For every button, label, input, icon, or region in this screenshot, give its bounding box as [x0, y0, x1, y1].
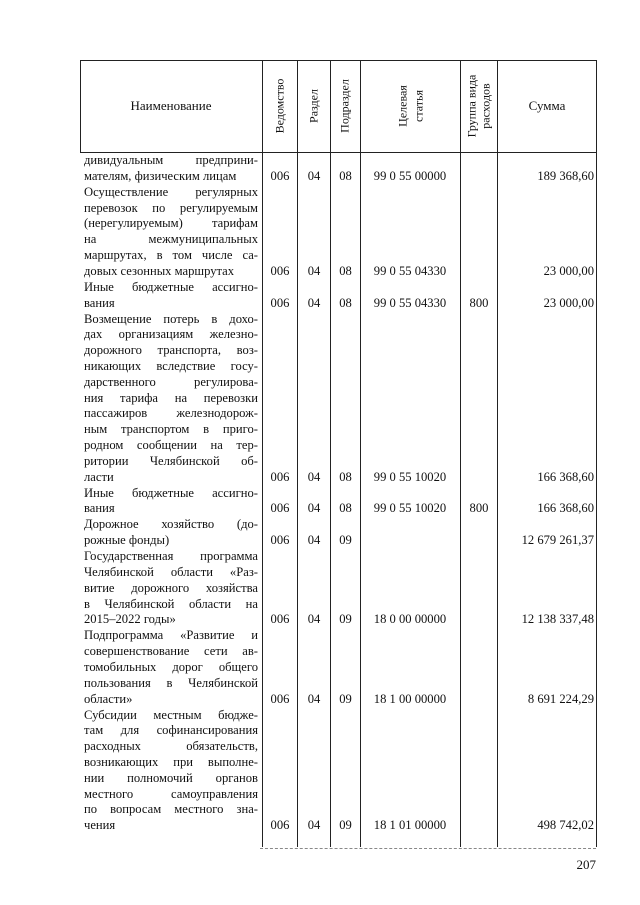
row-name-line: довых сезонных маршрутах	[84, 263, 235, 278]
column-divider-cel	[460, 60, 461, 847]
row-vedomstvo: 006	[270, 501, 290, 516]
row-name-line: вания	[84, 501, 115, 516]
row-summa: 166 368,60	[537, 469, 594, 484]
row-name	[84, 708, 258, 834]
row-name-line: пользования в Челябинской	[84, 675, 258, 690]
row-podrazdel: 08	[339, 501, 352, 516]
row-name-line: дорожного транспорта, воз-	[84, 343, 258, 358]
row-razdel: 04	[307, 469, 321, 484]
row-name-line: Государственная программа	[84, 549, 258, 564]
row-razdel: 04	[307, 612, 321, 627]
row-vedomstvo: 006	[270, 691, 290, 706]
row-name-line: на межмуниципальных	[84, 232, 258, 247]
row-summa: 23 000,00	[543, 295, 594, 310]
row-podrazdel: 08	[339, 295, 352, 310]
row-celevaya-statya: 99 0 55 04330	[373, 263, 447, 278]
row-podrazdel: 09	[339, 818, 352, 833]
row-vedomstvo: 006	[270, 168, 290, 183]
row-name-line: родном сообщении на тер-	[84, 437, 258, 452]
row-celevaya-statya: 18 1 01 00000	[373, 818, 447, 833]
row-name-line: по вопросам местного зна-	[84, 802, 258, 817]
row-name	[84, 280, 258, 312]
row-name-line: пассажиров железнодорож-	[84, 406, 258, 421]
row-name-line: маршрутах, в том числе са-	[84, 247, 258, 262]
row-name	[84, 517, 258, 549]
row-name	[84, 312, 258, 486]
row-podrazdel: 09	[339, 533, 352, 548]
row-celevaya-statya: 99 0 55 00000	[373, 168, 447, 183]
row-name-line: ным транспортом в приго-	[84, 422, 258, 437]
row-name-line: ласти	[84, 469, 114, 484]
row-name-line: дах организациям железно-	[84, 327, 258, 342]
header-gruppa-line2: расходов	[478, 83, 493, 129]
row-podrazdel: 09	[339, 612, 352, 627]
header-gruppa-line1: Группа вида	[464, 74, 479, 138]
row-name-line: там для софинансирования	[84, 723, 258, 738]
header-name: Наименование	[130, 98, 212, 113]
row-celevaya-statya: 99 0 55 04330	[373, 295, 447, 310]
page-number: 207	[576, 857, 596, 872]
row-name	[84, 185, 258, 280]
row-name-line: Возмещение потерь в дохо-	[84, 311, 258, 326]
row-podrazdel: 08	[339, 168, 352, 183]
header-podrazdel: Подраздел	[337, 79, 352, 133]
row-razdel: 04	[307, 263, 321, 278]
row-summa: 12 679 261,37	[521, 533, 594, 548]
row-name	[84, 628, 258, 707]
row-name	[84, 153, 258, 185]
row-name	[84, 486, 258, 518]
row-vedomstvo: 006	[270, 263, 290, 278]
table-top-border	[80, 60, 596, 61]
row-name-line: местного самоуправления	[84, 786, 258, 801]
row-vedomstvo: 006	[270, 818, 290, 833]
row-name-line: возникающих при выполне-	[84, 754, 258, 769]
row-podrazdel: 09	[339, 691, 352, 706]
row-name-line: томобильных дорог общего	[84, 659, 258, 674]
row-vedomstvo: 006	[270, 612, 290, 627]
header-summa: Сумма	[528, 98, 566, 113]
header-razdel: Раздел	[306, 89, 321, 123]
row-name-line: Осуществление регулярных	[84, 184, 258, 199]
row-name-line: рожные фонды)	[84, 533, 170, 548]
row-vedomstvo: 006	[270, 533, 290, 548]
row-razdel: 04	[307, 818, 321, 833]
row-summa: 12 138 337,48	[521, 612, 594, 627]
row-name-line: дарственного регулирова-	[84, 374, 258, 389]
page-bottom-rule	[260, 848, 596, 849]
row-summa: 23 000,00	[543, 263, 594, 278]
row-name-line: дивидуальным предприни-	[84, 153, 258, 167]
row-name-line: (нерегулируемым) тарифам	[84, 216, 258, 231]
row-celevaya-statya: 18 0 00 00000	[373, 612, 447, 627]
row-gruppa: 800	[469, 295, 489, 310]
row-podrazdel: 08	[339, 469, 352, 484]
row-name-line: мателям, физическим лицам	[84, 168, 237, 183]
row-name-line: ритории Челябинской об-	[84, 453, 258, 468]
row-name-line: области»	[84, 691, 133, 706]
row-name-line: Челябинской области «Раз-	[84, 564, 258, 579]
row-name-line: 2015–2022 годы»	[84, 612, 176, 627]
row-name-line: Иные бюджетные ассигно-	[84, 485, 258, 500]
header-celevaya-line1: Целевая	[395, 85, 410, 127]
row-razdel: 04	[307, 295, 321, 310]
header-celevaya-line2: статья	[411, 90, 426, 122]
row-razdel: 04	[307, 501, 321, 516]
row-name-line: Субсидии местным бюдже-	[84, 707, 258, 722]
header-vedomstvo: Ведомство	[272, 78, 287, 134]
row-name-line: чения	[84, 818, 116, 833]
column-divider-ved	[297, 60, 298, 847]
row-summa: 8 691 224,29	[527, 691, 594, 706]
row-name-line: Иные бюджетные ассигно-	[84, 279, 258, 294]
row-razdel: 04	[307, 533, 321, 548]
row-name-line: нии полномочий органов	[84, 770, 258, 785]
row-name-line: ния тарифа на перевозки	[84, 390, 258, 405]
row-razdel: 04	[307, 168, 321, 183]
row-razdel: 04	[307, 691, 321, 706]
row-name-line: расходных обязательств,	[84, 739, 258, 754]
row-name-line: перевозок по регулируемым	[84, 200, 258, 215]
row-name-line: витие дорожного хозяйства	[84, 580, 258, 595]
row-name	[84, 549, 258, 628]
row-summa: 189 368,60	[537, 168, 594, 183]
column-divider-name	[262, 60, 263, 847]
row-name-line: Подпрограмма «Развитие и	[84, 628, 258, 643]
row-name-line: в Челябинской области на	[84, 596, 258, 611]
row-summa: 166 368,60	[537, 501, 594, 516]
row-summa: 498 742,02	[537, 818, 594, 833]
row-celevaya-statya: 99 0 55 10020	[373, 469, 447, 484]
row-name-line: никающих вследствие госу-	[84, 358, 258, 373]
row-vedomstvo: 006	[270, 295, 290, 310]
table-right-border	[596, 60, 597, 847]
row-podrazdel: 08	[339, 263, 352, 278]
row-celevaya-statya: 99 0 55 10020	[373, 501, 447, 516]
row-gruppa: 800	[469, 501, 489, 516]
row-name-line: Дорожное хозяйство (до-	[84, 517, 258, 532]
row-name-line: совершенствование сети ав-	[84, 644, 258, 659]
row-celevaya-statya: 18 1 00 00000	[373, 691, 447, 706]
row-vedomstvo: 006	[270, 469, 290, 484]
row-name-line: вания	[84, 295, 115, 310]
